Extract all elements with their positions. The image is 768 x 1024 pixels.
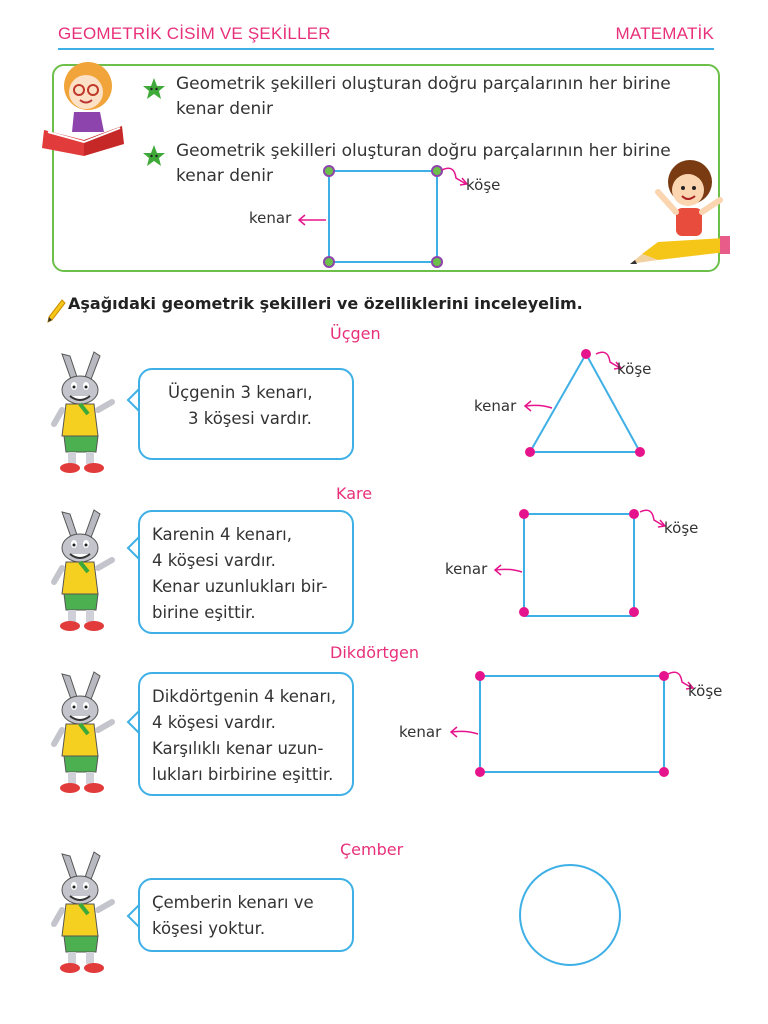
girl-reading-illustration: [38, 56, 128, 162]
intro-corner-label: köşe: [466, 176, 501, 194]
edge-arrow-icon: [492, 562, 524, 578]
rabbit-mascot-illustration: [44, 672, 120, 796]
section-title-triangle: Üçgen: [330, 324, 381, 343]
rabbit-mascot-illustration: [44, 852, 120, 976]
bubble-line: Kenar uzunlukları bir-: [152, 577, 328, 596]
square-corner-label: köşe: [664, 519, 699, 537]
instruction-text: Aşağıdaki geometrik şekilleri ve özelliklerini inceleyelim.: [68, 294, 583, 313]
section-title-circle: Çember: [340, 840, 404, 859]
edge-arrow-icon: [522, 398, 554, 414]
rabbit-mascot-illustration: [44, 510, 120, 634]
triangle-edge-label: kenar: [474, 397, 517, 415]
pencil-icon: [46, 298, 66, 324]
bubble-line: Dikdörtgenin 4 kenarı,: [152, 687, 337, 706]
bubble-line: 4 köşesi vardır.: [152, 713, 276, 732]
speech-bubble-rectangle: [138, 672, 354, 796]
bubble-line: Çemberin kenarı ve: [152, 893, 314, 912]
edge-arrow-icon: [296, 212, 328, 228]
square-edge-label: kenar: [445, 560, 488, 578]
bubble-line: 4 köşesi vardır.: [152, 551, 276, 570]
section-title-square: Kare: [336, 484, 373, 503]
bubble-line: 3 köşesi vardır.: [188, 409, 312, 428]
boy-on-pencil-illustration: [628, 156, 732, 272]
intro-bullet-2: Geometrik şekilleri oluşturan doğru parçalarının her birine kenar denir: [176, 141, 671, 186]
speech-bubble-circle: [138, 878, 354, 952]
vertex-dot: [519, 509, 529, 519]
square-diagram: [516, 508, 644, 620]
rabbit-mascot-illustration: [44, 352, 120, 476]
speech-bubble-square: [138, 510, 354, 634]
circle-diagram: [516, 862, 624, 968]
vertex-dot: [581, 349, 591, 359]
header-divider: [58, 48, 714, 50]
section-title-rectangle: Dikdörtgen: [330, 643, 419, 662]
vertex-dot: [475, 671, 485, 681]
rectangle-corner-label: köşe: [688, 682, 723, 700]
rectangle-edge-label: kenar: [399, 723, 442, 741]
rectangle-diagram: [472, 670, 672, 780]
star-icon: [142, 144, 166, 168]
triangle-corner-label: köşe: [617, 360, 652, 378]
vertex-dot: [519, 607, 529, 617]
bubble-line: Üçgenin 3 kenarı,: [168, 383, 313, 402]
intro-bullet-1: Geometrik şekilleri oluşturan doğru parçalarının her birine kenar denir: [176, 74, 671, 119]
intro-square-diagram: [320, 164, 450, 270]
subject-title: MATEMATİK: [615, 24, 714, 43]
speech-bubble-triangle: [138, 368, 354, 460]
vertex-dot: [475, 767, 485, 777]
bubble-line: Karenin 4 kenarı,: [152, 525, 293, 544]
vertex-dot: [659, 767, 669, 777]
vertex-dot: [629, 607, 639, 617]
star-icon: [142, 77, 166, 101]
vertex-dot: [635, 447, 645, 457]
bubble-line: lukları birbirine eşittir.: [152, 765, 334, 784]
edge-arrow-icon: [448, 724, 480, 740]
vertex-dot: [525, 447, 535, 457]
intro-edge-label: kenar: [249, 209, 292, 227]
bubble-line: Karşılıklı kenar uzun-: [152, 739, 324, 758]
bubble-line: köşesi yoktur.: [152, 919, 266, 938]
bubble-line: birine eşittir.: [152, 603, 256, 622]
page-title: GEOMETRİK CİSİM VE ŞEKİLLER: [58, 24, 331, 43]
